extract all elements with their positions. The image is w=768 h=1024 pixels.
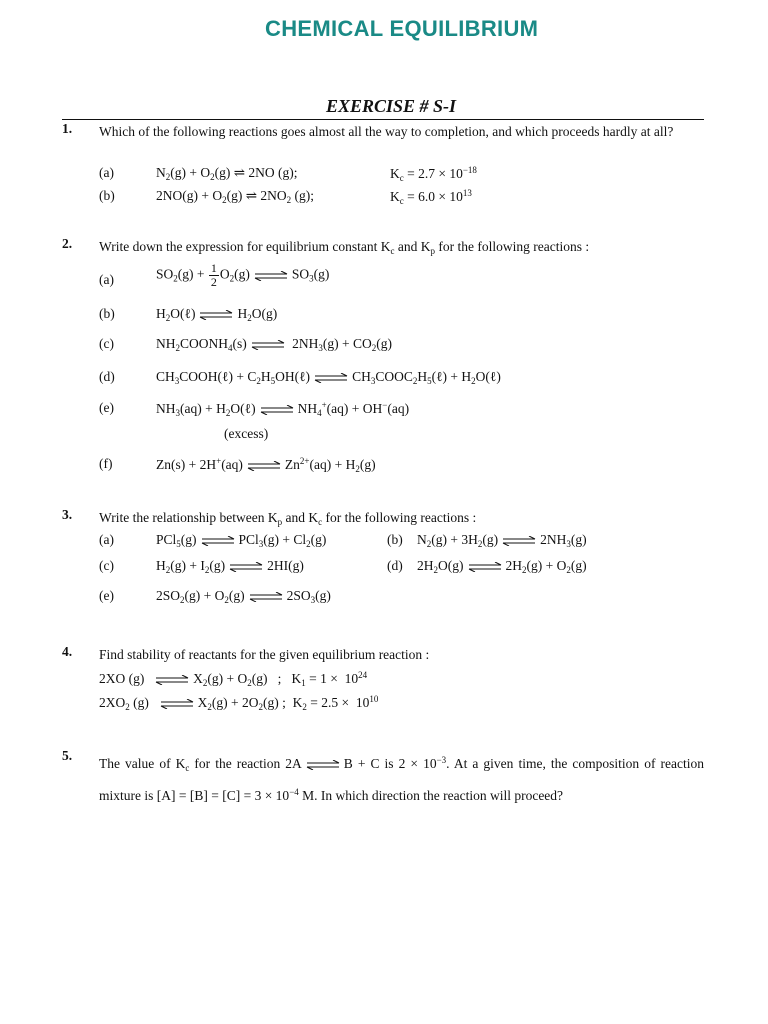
page-title: CHEMICAL EQUILIBRIUM <box>265 16 539 41</box>
question-text: Write down the expression for equilibrium constant $K_c$ and $K_p$ for the following reactions : <box>99 239 590 256</box>
equilibrium-arrow-icon <box>246 461 282 471</box>
exercise-heading: EXERCISE # S-I <box>325 96 457 116</box>
question-text: The value of $K_c$ for the reaction 2A B + C is $2 \times 10^{-3}$. At a given time, the composition of reaction mixture is $[A] = [B] = [C] = 3 \times 10^{-4}$ M. In which direction the reaction will proceed? <box>99 755 704 803</box>
equilibrium-arrow-icon <box>259 405 295 415</box>
question-text: Which of the following reactions goes almost all the way to completion, and which proceeds hardly at all? <box>99 124 674 139</box>
equilibrium-arrow-icon <box>200 536 236 546</box>
reaction-equation: $N_2(g) + O_2(g)$ ⇌ 2NO (g); <box>156 165 298 182</box>
question-text: Write the relationship between $K_p$ and $K_c$ for the following reactions : <box>99 510 477 527</box>
equilibrium-arrow-icon <box>467 562 503 572</box>
question-number: 2. <box>62 236 73 251</box>
reaction-equation: $H_2(g) + I_2(g)$ 2HI(g) <box>156 558 304 575</box>
question-number: 3. <box>62 507 73 522</box>
question-number: 5. <box>62 748 73 763</box>
question-text: Find stability of reactants for the given equilibrium reaction : <box>99 647 430 662</box>
reaction-equation: $2H_2O(g) 2H_2(g) + O_2(g)$ <box>417 558 587 575</box>
excess-note: (excess) <box>224 426 269 441</box>
option-label: (f) <box>99 456 113 471</box>
option-label: (b) <box>99 188 115 203</box>
option-label: (d) <box>387 558 403 573</box>
equilibrium-arrow-icon <box>501 536 537 546</box>
equilibrium-arrow-icon <box>313 373 349 383</box>
reaction-equation: Zn(s) + 2H+(aq) $Zn^{2+}(aq) + H_2(g)$ <box>156 456 376 474</box>
reaction-equation: $2NO(g) + O_2(g)$ ⇌ $2NO_2$ (g); <box>156 188 315 205</box>
reaction-equation: $2SO_2(g) + O_2(g)$ $2SO_3(g)$ <box>156 588 331 605</box>
reaction-equation: $H_2O(\ell)$ $H_2O(g)$ <box>156 306 278 323</box>
reaction-equation: $N_2(g) + 3H_2(g)$ $2NH_3(g)$ <box>417 532 587 549</box>
reaction-equation: $CH_3COOH(\ell)$ + $C_2H_5OH(\ell)$ $CH_3COOC_2H_5(\ell)$ + $H_2O(\ell)$ <box>156 369 501 386</box>
equilibrium-constant: $K_c = 6.0 \times 10^{13}$ <box>390 188 472 206</box>
reaction-equation: PCl$_5$(g) $PCl_3(g) + Cl_2(g)$ <box>156 532 327 549</box>
option-label: (c) <box>99 336 114 351</box>
option-label: (a) <box>99 532 114 547</box>
option-label: (c) <box>99 558 114 573</box>
reaction-equation: 2XO (g) $X_2(g) + O_2(g)$ ; $K_1 = 1 \times 10^{24}$ <box>99 670 368 688</box>
reaction-equation: $SO_2(g)$ + $\frac{1}{2}$ $O_2(g)$ $SO_3(g)$ <box>156 261 330 289</box>
equilibrium-arrow-icon <box>253 271 289 281</box>
option-label: (e) <box>99 588 114 603</box>
option-label: (e) <box>99 400 114 415</box>
equilibrium-arrow-icon <box>248 592 284 602</box>
equilibrium-arrow-icon <box>250 340 286 350</box>
reaction-equation: $2XO_2$ (g) $X_2(g) + 2O_2(g)$ ; $K_2 = 2.5 \times 10^{10}$ <box>99 694 379 712</box>
equilibrium-arrow-icon <box>154 675 190 685</box>
equilibrium-arrow-icon <box>228 562 264 572</box>
equilibrium-arrow-icon <box>305 760 341 770</box>
reaction-equation: $NH_3(aq)$ + $H_2O(\ell) NH_4^+(aq) + OH^-(aq)$ <box>156 400 410 418</box>
question-number: 1. <box>62 121 73 136</box>
reaction-equation: $NH_2COONH_4(s) 2NH_3(g) + CO_2(g)$ <box>156 336 392 353</box>
option-label: (a) <box>99 272 114 287</box>
option-label: (b) <box>387 532 403 547</box>
option-label: (a) <box>99 165 114 180</box>
option-label: (d) <box>99 369 115 384</box>
option-label: (b) <box>99 306 115 321</box>
question-number: 4. <box>62 644 73 659</box>
equilibrium-constant: $K_c = 2.7 \times 10^{-18}$ <box>390 165 477 183</box>
equilibrium-arrow-icon <box>159 699 195 709</box>
heading-rule <box>62 119 704 120</box>
equilibrium-arrow-icon <box>198 310 234 320</box>
